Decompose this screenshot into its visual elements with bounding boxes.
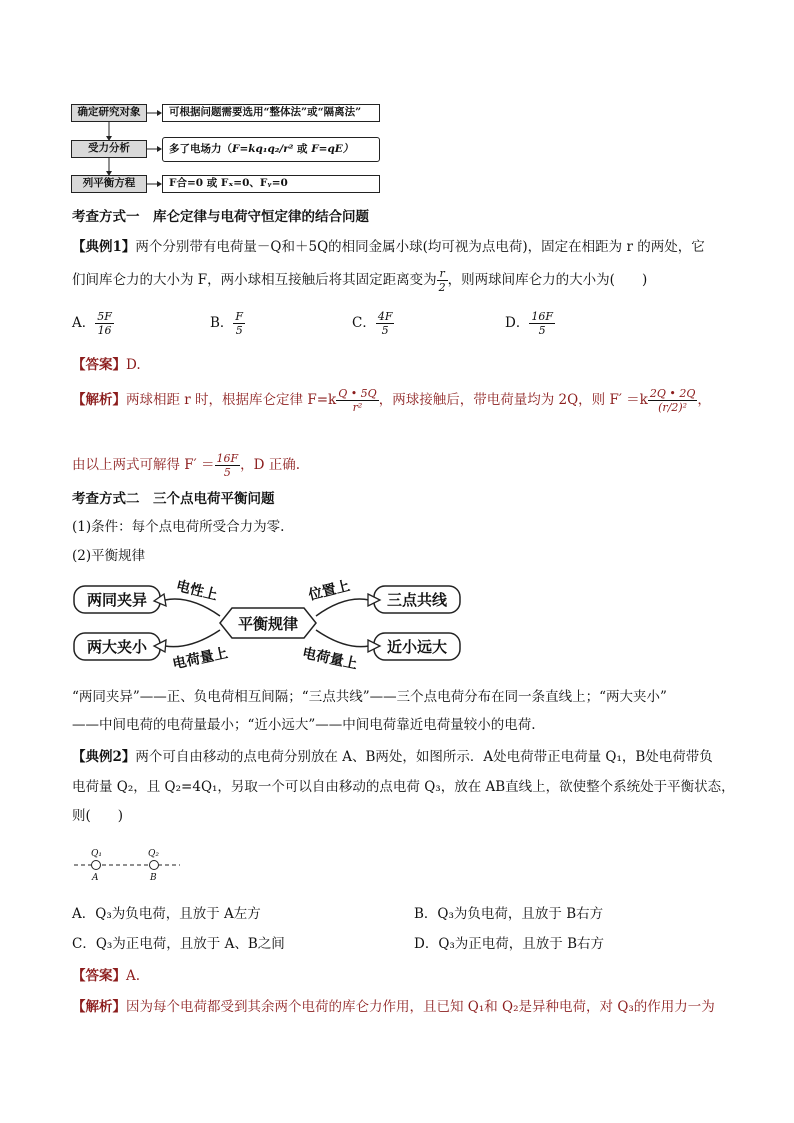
example2-tag: 【典例2】 xyxy=(72,749,136,765)
figure-label-q1: Q₁ xyxy=(91,849,102,859)
mindmap-node-bl: 两大夹小 xyxy=(86,638,147,656)
example2-option-b: B．Q₃为负电荷，且放于 B右方 xyxy=(414,906,604,922)
example1-option-d: D． $\frac{16F}{5}$ xyxy=(505,310,553,337)
example2-line3: 则( ) xyxy=(72,808,124,824)
flow-step-2-mid: 或 xyxy=(297,143,308,155)
flow-step-2-desc xyxy=(162,137,380,162)
example2-option-c: C．Q₃为正电荷，且放于 A、B之间 xyxy=(72,936,285,952)
example1-line1 xyxy=(72,238,705,256)
rules-line-2: ——中间电荷的电荷量最小；“近小远大”——中间电荷靠近电荷量较小的电荷. xyxy=(72,717,536,733)
mindmap-arrow-label-br: 电荷量上 xyxy=(300,645,359,673)
example1-answer: 【答案】D. xyxy=(72,357,141,373)
example1-option-b: B． $\frac{F}{5}$ xyxy=(210,310,244,337)
mindmap-node-br: 近小远大 xyxy=(386,638,447,656)
mindmap-arrow-label-tl: 电性上 xyxy=(174,578,220,604)
example2-analysis: 【解析】因为每个电荷都受到其余两个电荷的库仑力作用，且已知 Q₁和 Q₂是异种电荷，对 Q₃的作用力一为 xyxy=(72,999,715,1015)
example2-option-a: A．Q₃为负电荷，且放于 A左方 xyxy=(72,906,261,922)
flow-step-2-label: 受力分析 xyxy=(71,140,147,158)
mindmap-shapes xyxy=(0,570,794,680)
flow-step-2-suffix: F=qE） xyxy=(311,143,354,155)
example1-text1: 两个分别带有电荷量－Q和＋5Q的相同金属小球(均可视为点电荷)，固定在相距为 r 的两处，它 xyxy=(135,239,705,255)
charge-line-figure xyxy=(70,846,190,886)
mindmap-node-tr: 三点共线 xyxy=(386,591,447,609)
condition-1: (1)条件：每个点电荷所受合力为零. xyxy=(72,519,285,535)
section2-title: 考查方式二 三个点电荷平衡问题 xyxy=(72,491,275,507)
example1-frac: $\frac{r}{2}$ xyxy=(438,267,446,294)
example1-line2 xyxy=(72,267,647,294)
example2-option-d: D．Q₃为正电荷，且放于 B右方 xyxy=(414,936,605,952)
figure-label-b: B xyxy=(150,873,157,883)
example1-option-c: C． $\frac{4F}{5}$ xyxy=(352,310,393,337)
figure-label-a: A xyxy=(92,873,99,883)
example1-tag: 【典例1】 xyxy=(72,239,136,255)
mindmap-arrow-label-tr: 位置上 xyxy=(306,578,352,604)
mindmap-node-tl: 两同夹异 xyxy=(86,591,147,609)
example2-line1: 【典例2】两个可自由移动的点电荷分别放在 A、B两处，如图所示．A处电荷带正电荷量 Q₁，B处电荷带负 xyxy=(72,749,713,765)
flowchart-connectors xyxy=(0,0,794,200)
example2-answer: 【答案】A. xyxy=(72,968,141,984)
mindmap-arrow-label-bl: 电荷量上 xyxy=(171,645,230,673)
example1-option-a: A． $\frac{5F}{16}$ xyxy=(72,310,112,337)
section1-title: 考查方式一 库仑定律与电荷守恒定律的结合问题 xyxy=(72,209,369,225)
figure-label-q2: Q₂ xyxy=(148,849,159,859)
flow-step-2-prefix: 多了电场力（ xyxy=(169,143,232,155)
condition-2: (2)平衡规律 xyxy=(72,548,146,564)
flow-step-1-desc: 可根据问题需要选用“整体法”或“隔离法” xyxy=(162,104,380,122)
flow-step-3-desc: F合=0 或 Fₓ=0、Fᵧ=0 xyxy=(162,175,380,193)
example2-line2: 电荷量 Q₂，且 Q₂=4Q₁，另取一个可以自由移动的点电荷 Q₃，放在 AB直线上，欲使整个系统处于平衡状态， xyxy=(72,779,735,795)
example1-text2a: 们间库仑力的大小为 F，两小球相互接触后将其固定距离变为 xyxy=(72,272,437,288)
flow-step-2-formula: F=kq₁q₂/r² xyxy=(232,143,294,155)
flow-step-1-label: 确定研究对象 xyxy=(71,104,147,122)
example1-analysis-line1: 【解析】两球相距 r 时，根据库仑定律 F=k $\frac{Q • 5Q}{\text{r²}}$ ，两球接触后，带电荷量均为 2Q，则 F′ ＝k $\frac{2Q • 2Q}{\text{(r/2)²}}$ ， xyxy=(72,387,711,414)
flow-step-3-label: 列平衡方程 xyxy=(71,175,147,193)
mindmap-center: 平衡规律 xyxy=(237,615,298,633)
example1-analysis-line2: 由以上两式可解得 F′ ＝ $\frac{16F}{5}$ ，D 正确. xyxy=(72,452,301,479)
example1-text2b: ，则两球间库仑力的大小为( ) xyxy=(447,272,648,288)
rules-line-1: “两同夹异”——正、负电荷相互间隔；“三点共线”——三个点电荷分布在同一条直线上；“两大夹小” xyxy=(72,689,667,705)
